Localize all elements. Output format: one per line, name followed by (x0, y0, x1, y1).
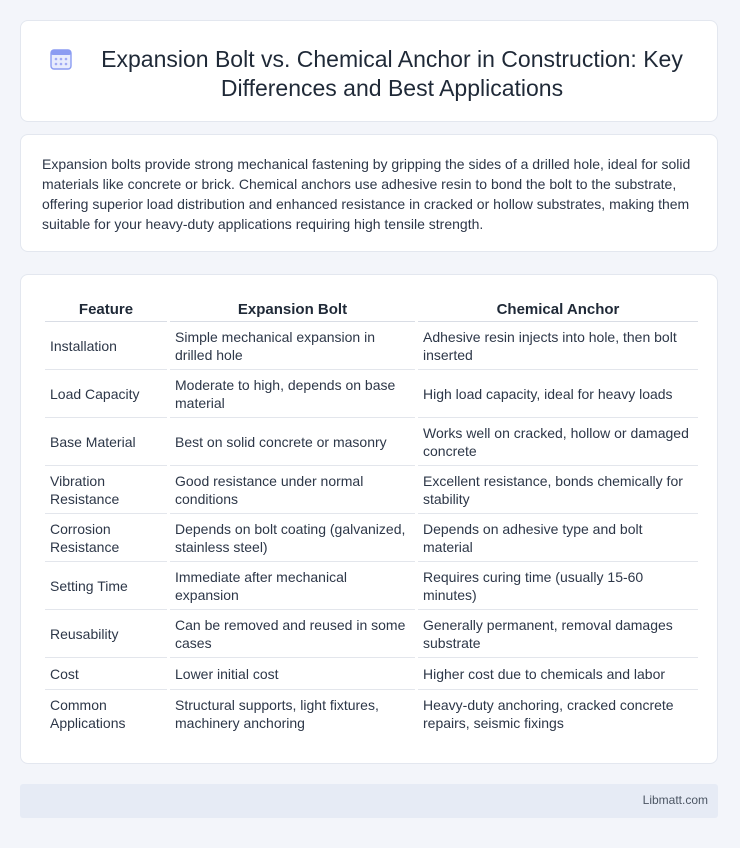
chemical-anchor-cell: Higher cost due to chemicals and labor (418, 658, 698, 690)
feature-cell: Common Applications (50, 697, 126, 731)
expansion-bolt-cell: Moderate to high, depends on base material (170, 370, 415, 418)
table-row (45, 610, 698, 658)
expansion-bolt-cell: Depends on bolt coating (galvanized, stainless steel) (170, 514, 415, 562)
comparison-card (20, 274, 718, 764)
expansion-bolt-cell: Structural supports, light fixtures, machinery anchoring (175, 697, 379, 731)
chemical-anchor-cell: Requires curing time (usually 15-60 minutes) (418, 562, 698, 610)
chemical-anchor-cell: Excellent resistance, bonds chemically for stability (418, 466, 698, 514)
footer-bar (20, 784, 718, 818)
chemical-anchor-cell: Adhesive resin injects into hole, then bolt inserted (418, 322, 698, 370)
feature-cell: Load Capacity (45, 370, 167, 418)
table-row (45, 514, 698, 562)
page-title: Expansion Bolt vs. Chemical Anchor in Construction: Key Differences and Best Applications (101, 46, 683, 101)
feature-cell: Corrosion Resistance (45, 514, 167, 562)
table-row (45, 690, 698, 738)
expansion-bolt-cell: Can be removed and reused in some cases (170, 610, 415, 658)
title-card (20, 20, 718, 122)
feature-cell: Cost (45, 658, 167, 690)
table-row (45, 466, 698, 514)
feature-cell: Reusability (45, 610, 167, 658)
feature-cell: Base Material (45, 418, 167, 466)
table-row (45, 562, 698, 610)
expansion-bolt-cell: Immediate after mechanical expansion (170, 562, 415, 610)
table-row (45, 418, 698, 466)
table-row (45, 658, 698, 690)
expansion-bolt-cell: Lower initial cost (170, 658, 415, 690)
calendar-icon (49, 47, 73, 71)
chemical-anchor-cell: Generally permanent, removal damages substrate (418, 610, 698, 658)
footer-brand-link[interactable]: Libmatt.com (642, 793, 708, 807)
summary-text: Expansion bolts provide strong mechanical fastening by gripping the sides of a drilled hole, ideal for solid materials like concrete or brick. Chemical anchors use adhesive resin to bond the bolt to the substrate, offering superior load distribution and enhanced resistance in cracked or hollow substrates, making them suitable for your heavy-duty applications requiring high tensile strength. (42, 156, 691, 232)
table-row (45, 322, 698, 370)
expansion-bolt-cell: Best on solid concrete or masonry (170, 418, 415, 466)
column-header: Chemical Anchor (418, 294, 698, 322)
chemical-anchor-cell: Works well on cracked, hollow or damaged concrete (418, 418, 698, 466)
expansion-bolt-cell: Simple mechanical expansion in drilled hole (170, 322, 415, 370)
chemical-anchor-cell: High load capacity, ideal for heavy loads (418, 370, 698, 418)
comparison-table (42, 294, 701, 738)
expansion-bolt-cell: Good resistance under normal conditions (170, 466, 415, 514)
column-header: Feature (45, 294, 167, 322)
chemical-anchor-cell: Heavy-duty anchoring, cracked concrete repairs, seismic fixings (423, 697, 674, 731)
column-header: Expansion Bolt (170, 294, 415, 322)
feature-cell: Installation (45, 322, 167, 370)
table-row (45, 370, 698, 418)
chemical-anchor-cell: Depends on adhesive type and bolt material (418, 514, 698, 562)
feature-cell: Setting Time (45, 562, 167, 610)
table-header-row (45, 294, 698, 322)
feature-cell: Vibration Resistance (45, 466, 167, 514)
summary-card (20, 134, 718, 252)
